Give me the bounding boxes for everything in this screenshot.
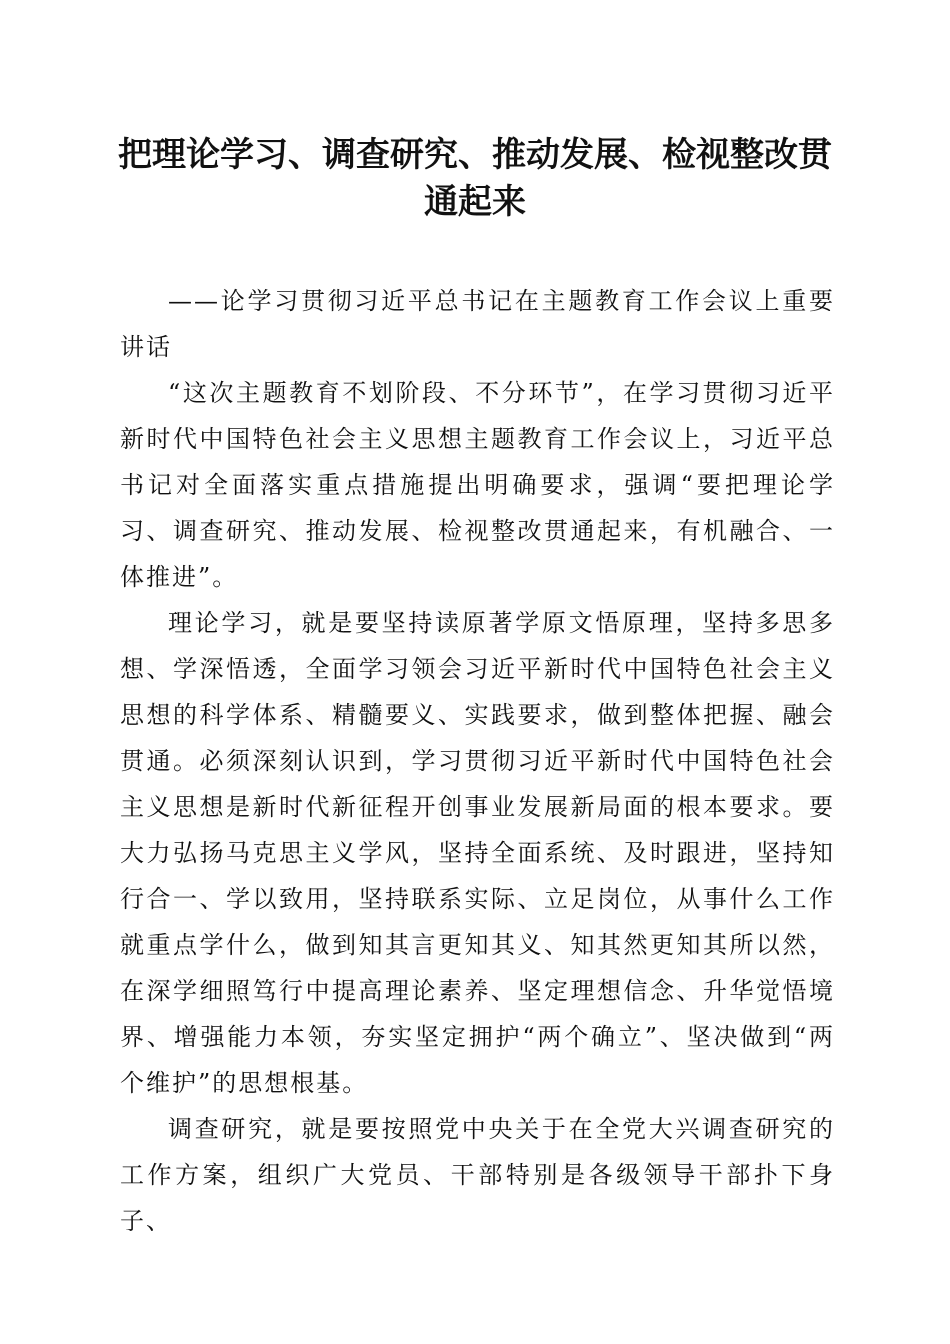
paragraph-theory-study: 理论学习，就是要坚持读原著学原文悟原理，坚持多思多想、学深悟透，全面学习领会习近平新时代中国特色社会主义思想的科学体系、精髓要义、实践要求，做到整体把握、融会贯通。必须深刻认识到，学习贯彻习近平新时代中国特色社会主义思想是新时代新征程开创事业发展新局面的根本要求。要大力弘扬马克思主义学风，坚持全面系统、及时跟进，坚持知行合一、学以致用，坚持联系实际、立足岗位，从事什么工作就重点学什么，做到知其言更知其义、知其然更知其所以然，在深学细照笃行中提高理论素养、坚定理想信念、升华觉悟境界、增强能力本领，夯实坚定拥护“两个确立”、坚决做到“两个维护”的思想根基。: [120, 609, 835, 1097]
document-body: [120, 278, 835, 1244]
paragraph-investigation: 调查研究，就是要按照党中央关于在全党大兴调查研究的工作方案，组织广大党员、干部特别是各级领导干部扑下身子、: [120, 1115, 835, 1235]
paragraph-intro: “这次主题教育不划阶段、不分环节”，在学习贯彻习近平新时代中国特色社会主义思想主题教育工作会议上，习近平总书记对全面落实重点措施提出明确要求，强调“要把理论学习、调查研究、推动发展、检视整改贯通起来，有机融合、一体推进”。: [120, 379, 835, 591]
document-title: 把理论学习、调查研究、推动发展、检视整改贯通起来: [118, 135, 832, 222]
subtitle: ——论学习贯彻习近平总书记在主题教育工作会议上重要讲话: [120, 287, 835, 361]
